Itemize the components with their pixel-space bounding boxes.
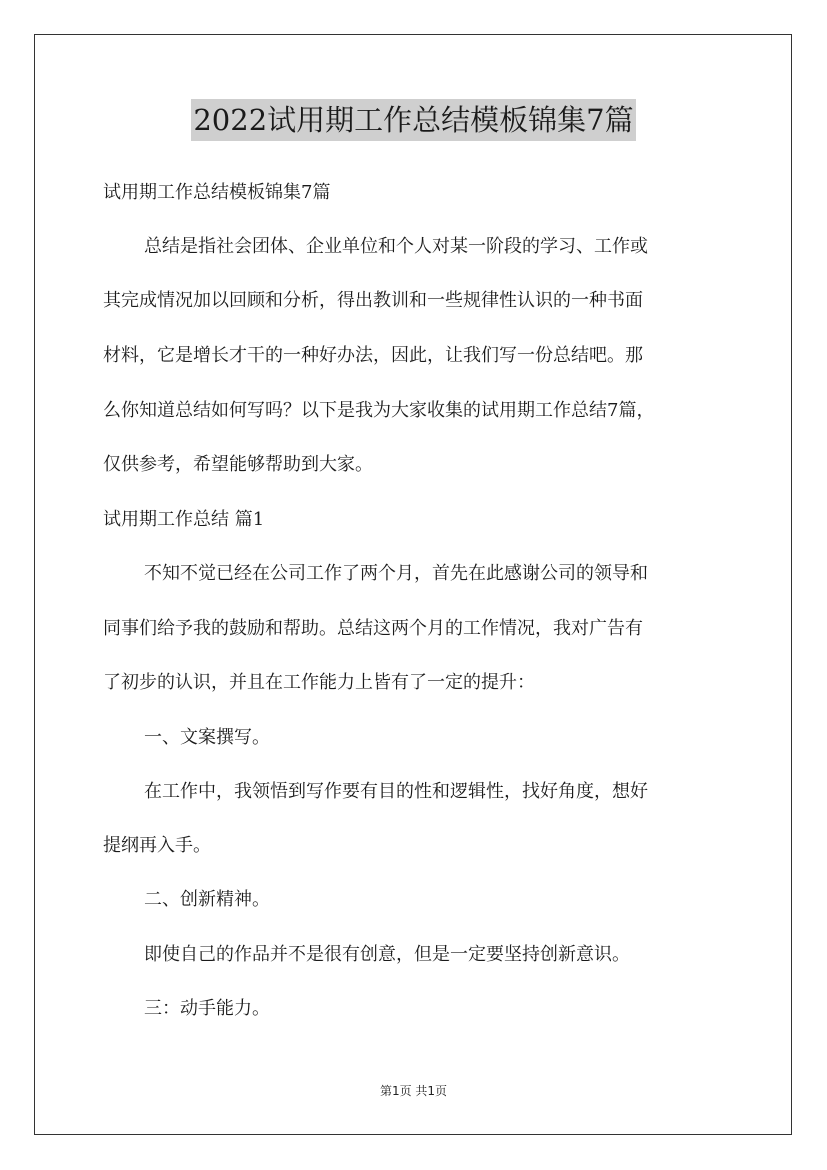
- page-number-footer: 第1页 共1页: [379, 1084, 448, 1098]
- paragraph-line: 了初步的认识，并且在工作能力上皆有了一定的提升：: [103, 672, 535, 693]
- paragraph-line: 即使自己的作品并不是很有创意，但是一定要坚持创新意识。: [144, 944, 630, 965]
- intro-line: 总结是指社会团体、企业单位和个人对某一阶段的学习、工作或: [144, 236, 648, 257]
- intro-line: 其完成情况加以回顾和分析，得出教训和一些规律性认识的一种书面: [103, 290, 643, 311]
- item-heading-3: 三：动手能力。: [144, 998, 270, 1019]
- paragraph-line: 同事们给予我的鼓励和帮助。总结这两个月的工作情况，我对广告有: [103, 618, 643, 639]
- paragraph-line: 提纲再入手。: [103, 835, 211, 856]
- intro-line: 么你知道总结如何写吗？以下是我为大家收集的试用期工作总结7篇，: [103, 400, 655, 421]
- section-heading: 试用期工作总结 篇1: [103, 509, 265, 530]
- paragraph-line: 不知不觉已经在公司工作了两个月，首先在此感谢公司的领导和: [144, 563, 648, 584]
- item-heading-2: 二、创新精神。: [144, 889, 270, 910]
- document-subtitle: 试用期工作总结模板锦集7篇: [103, 182, 331, 203]
- intro-line: 仅供参考，希望能够帮助到大家。: [103, 454, 373, 475]
- item-heading-1: 一、文案撰写。: [144, 727, 270, 748]
- document-title: [0, 99, 827, 141]
- document-title-text: 2022试用期工作总结模板锦集7篇: [191, 99, 635, 141]
- intro-line: 材料，它是增长才干的一种好办法，因此，让我们写一份总结吧。那: [103, 345, 643, 366]
- paragraph-line: 在工作中，我领悟到写作要有目的性和逻辑性，找好角度，想好: [144, 781, 648, 802]
